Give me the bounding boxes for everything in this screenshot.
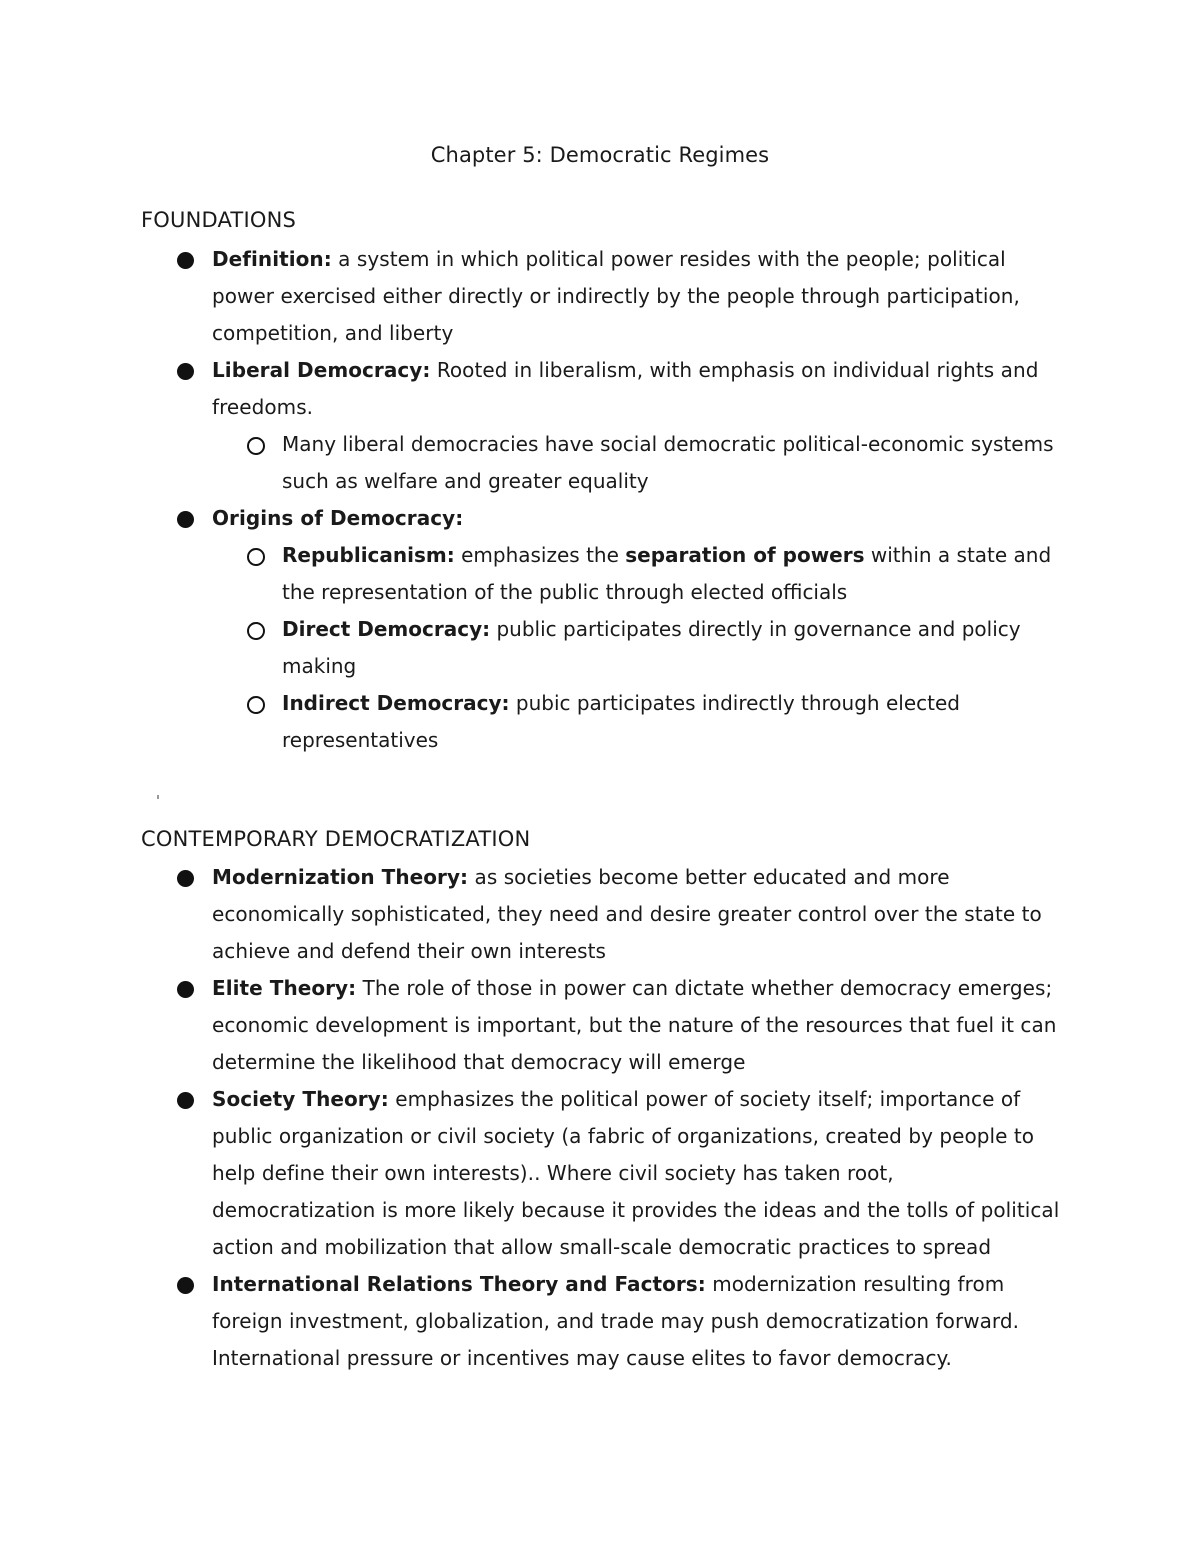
item-text: Rooted in liberalism, with emphasis on individual rights and freedoms. xyxy=(212,358,1039,419)
sub-item-social-democratic xyxy=(282,426,1062,500)
hollow-bullet-icon xyxy=(247,548,265,566)
term-label: International Relations Theory and Factors: xyxy=(212,1272,706,1296)
list-item-definition xyxy=(212,241,1062,352)
sub-item-direct-democracy xyxy=(282,611,1062,685)
item-text: The role of those in power can dictate whether democracy emerges; economic development is important, but the nature of the resources that fuel it can determine the likelihood that democracy will emerge xyxy=(212,976,1057,1074)
term-label: Modernization Theory: xyxy=(212,865,469,889)
section-heading-foundations: FOUNDATIONS xyxy=(141,208,297,232)
term-label: Liberal Democracy: xyxy=(212,358,431,382)
term-label: Origins of Democracy: xyxy=(212,506,464,530)
sub-item-text: emphasizes the xyxy=(454,543,626,567)
list-item-modernization-theory xyxy=(212,859,1062,970)
list-item-origins-of-democracy xyxy=(212,500,1062,537)
term-label: Society Theory: xyxy=(212,1087,389,1111)
hollow-bullet-icon xyxy=(247,437,265,455)
sub-item-text: pubic participates indirectly through elected representatives xyxy=(282,691,960,752)
stray-mark xyxy=(157,795,159,799)
contemporary-democratization-list xyxy=(0,859,1200,1377)
filled-bullet-icon xyxy=(177,363,194,380)
sub-item-text: public participates directly in governance and policy making xyxy=(282,617,1021,678)
item-text: modernization resulting from foreign investment, globalization, and trade may push democratization forward. International pressure or incentives may cause elites to favor democracy. xyxy=(212,1272,1020,1370)
term-label: Definition: xyxy=(212,247,332,271)
filled-bullet-icon xyxy=(177,981,194,998)
hollow-bullet-icon xyxy=(247,696,265,714)
filled-bullet-icon xyxy=(177,1092,194,1109)
term-label: Elite Theory: xyxy=(212,976,357,1000)
sub-item-republicanism xyxy=(282,537,1062,611)
page-title: Chapter 5: Democratic Regimes xyxy=(430,143,770,167)
list-item-elite-theory xyxy=(212,970,1062,1081)
item-text: a system in which political power resides with the people; political power exercised either directly or indirectly by the people through participation, competition, and liberty xyxy=(212,247,1020,345)
emphasis-text: separation of powers xyxy=(625,543,865,567)
hollow-bullet-icon xyxy=(247,622,265,640)
sub-item-indirect-democracy xyxy=(282,685,1062,759)
list-item-international-relations-theory xyxy=(212,1266,1062,1377)
filled-bullet-icon xyxy=(177,870,194,887)
filled-bullet-icon xyxy=(177,252,194,269)
filled-bullet-icon xyxy=(177,1277,194,1294)
section-heading-contemporary-democratization: CONTEMPORARY DEMOCRATIZATION xyxy=(141,827,531,851)
list-item-society-theory xyxy=(212,1081,1062,1266)
term-label: Indirect Democracy: xyxy=(282,691,510,715)
item-text: as societies become better educated and more economically sophisticated, they need and desire greater control over the state to achieve and defend their own interests xyxy=(212,865,1042,963)
sub-item-text: Many liberal democracies have social democratic political-economic systems such as welfare and greater equality xyxy=(282,432,1054,493)
filled-bullet-icon xyxy=(177,511,194,528)
list-item-liberal-democracy xyxy=(212,352,1062,426)
sub-item-text: within a state and the representation of the public through elected officials xyxy=(282,543,1052,604)
foundations-list xyxy=(0,241,1200,759)
item-text: emphasizes the political power of society itself; importance of public organization or civil society (a fabric of organizations, created by people to help define their own interests).. Where civil society has taken root, democratization is more likely because it provides the ideas and the tolls of political action and mobilization that allow small-scale democratic practices to spread xyxy=(212,1087,1060,1259)
term-label: Direct Democracy: xyxy=(282,617,491,641)
term-label: Republicanism: xyxy=(282,543,455,567)
